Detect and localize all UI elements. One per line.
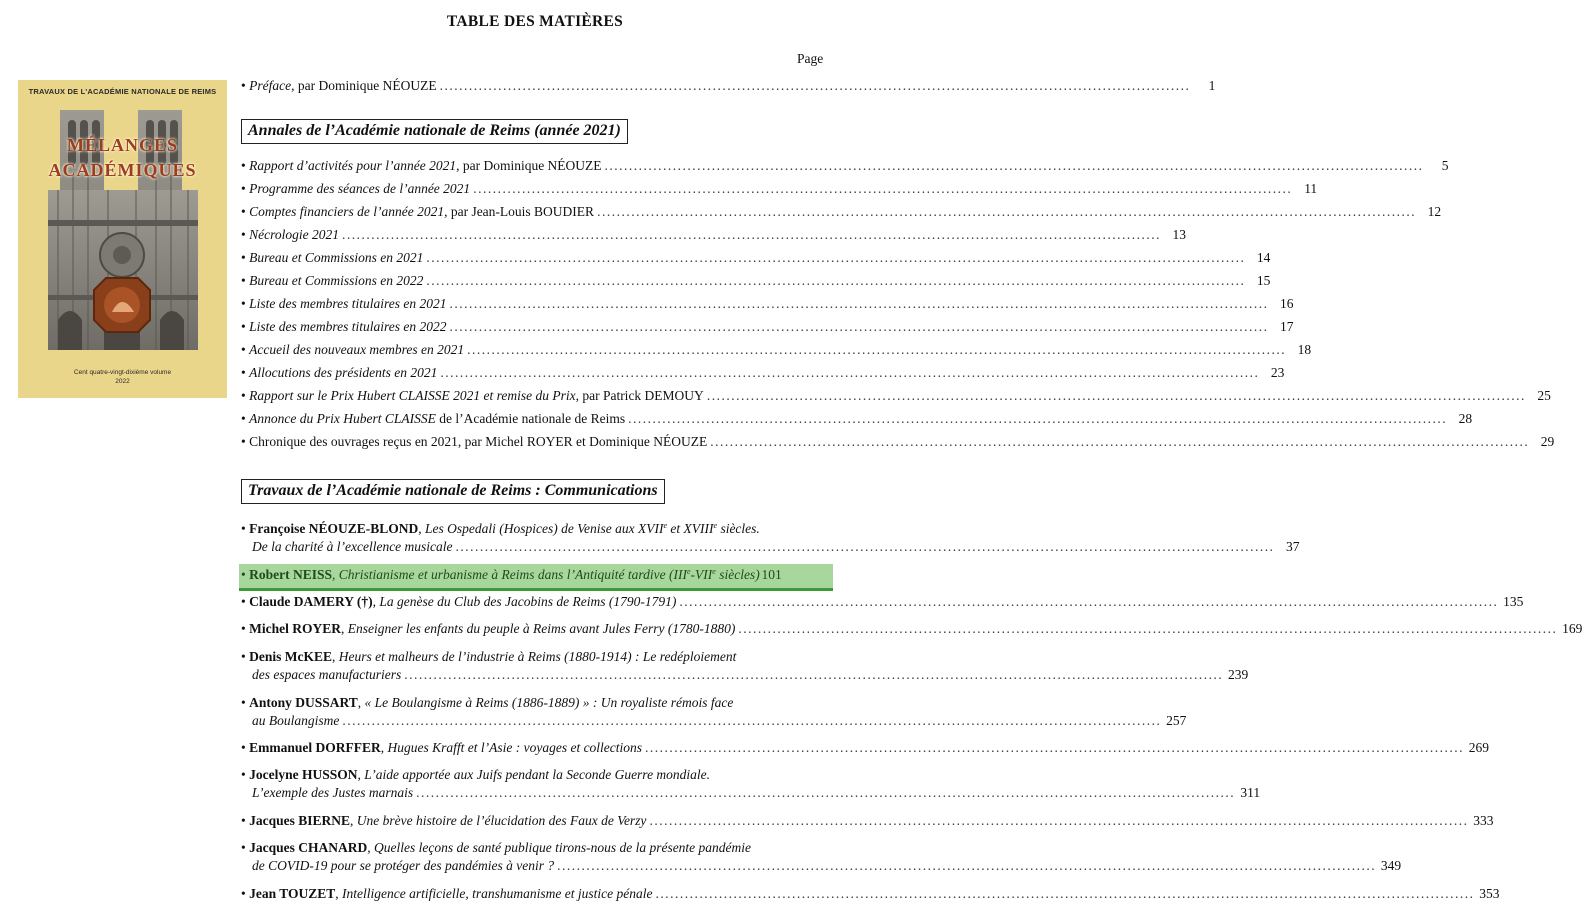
toc-entry[interactable]: • Liste des membres titulaires en 2022 ........................................................................................................................................................................ 17	[241, 319, 1294, 334]
entry-page: 257	[1166, 713, 1187, 728]
page-column-label: Page	[797, 51, 824, 66]
entry-title	[364, 767, 710, 782]
leader-dots: ........................................................................................................................................................................	[557, 858, 1377, 873]
cover-title-line2: ACADÉMIQUES	[48, 160, 197, 180]
entry-title-part: L’aide apportée aux Juifs pendant la Seconde Guerre mondiale.	[364, 767, 711, 782]
leader-dots: ........................................................................................................................................................................	[597, 204, 1417, 219]
entry-author: Robert NEISS	[249, 567, 332, 582]
leader-dots: ........................................................................................................................................................................	[426, 250, 1246, 265]
leader-dots: ........................................................................................................................................................................	[404, 667, 1224, 682]
entry-title	[342, 886, 652, 901]
entry-page: 311	[1240, 785, 1261, 800]
toc-entry[interactable]: • Rapport sur le Prix Hubert CLAISSE 2021 et remise du Prix, par Patrick DEMOUY ........................................................................................................................................................................ 25	[241, 388, 1551, 403]
superscript: e	[663, 521, 668, 530]
entry-title-part: Heurs et malheurs de l’industrie à Reims (1880-1914) : Le redéploiement	[338, 649, 737, 664]
leader-dots: ........................................................................................................................................................................	[449, 296, 1269, 311]
toc-entry[interactable]: • Liste des membres titulaires en 2021 ........................................................................................................................................................................ 16	[241, 296, 1294, 311]
communication-entry[interactable]: • Antony DUSSART, « Le Boulangisme à Reims (1886-1889) » : Un royaliste rémois face au Boulangisme ........................................................................................................................................................................ 257	[241, 695, 1187, 728]
entry-title	[339, 649, 737, 664]
entry-author: Michel ROYER	[249, 621, 341, 636]
leader-dots: ........................................................................................................................................................................	[649, 813, 1469, 828]
toc-entry[interactable]: • Allocutions des présidents en 2021 ........................................................................................................................................................................ 23	[241, 365, 1285, 380]
entry-title: Annonce du Prix Hubert CLAISSE	[249, 411, 436, 426]
communication-entry[interactable]: • Jacques CHANARD, Quelles leçons de santé publique tirons-nous de la présente pandémie de COVID-19 pour se protéger des pandémies à venir ? ........................................................................................................................................................................ 349	[241, 840, 1402, 873]
leader-dots: ........................................................................................................................................................................	[426, 273, 1246, 288]
entry-page: 1	[1208, 78, 1216, 93]
leader-dots: ........................................................................................................................................................................	[341, 227, 1161, 242]
entry-author: Françoise NÉOUZE-BLOND	[249, 521, 419, 536]
communication-entry[interactable]: • Jocelyne HUSSON, L’aide apportée aux Juifs pendant la Seconde Guerre mondiale. L’exemple des Justes marnais ........................................................................................................................................................................ 311	[241, 767, 1261, 800]
entry-page: 14	[1256, 250, 1271, 265]
entry-title-part: siècles)	[715, 567, 760, 582]
entry-page: 16	[1279, 296, 1294, 311]
toc-entry[interactable]: • Bureau et Commissions en 2021 ........................................................................................................................................................................ 14	[241, 250, 1271, 265]
toc-title: TABLE DES MATIÈRES	[446, 13, 624, 30]
communication-entry[interactable]: • Claude DAMERY (†), La genèse du Club des Jacobins de Reims (1790-1791) ........................................................................................................................................................................ 135	[241, 594, 1524, 609]
leader-dots: ........................................................................................................................................................................	[455, 539, 1275, 554]
superscript: e	[686, 567, 691, 576]
toc-entry[interactable]: • Accueil des nouveaux membres en 2021 ........................................................................................................................................................................ 18	[241, 342, 1312, 357]
entry-title-part: Enseigner les enfants du peuple à Reims avant Jules Ferry (1780-1880)	[347, 621, 736, 636]
entry-page: 12	[1427, 204, 1442, 219]
entry-title: Liste des membres titulaires en 2022	[249, 319, 447, 334]
entry-title: Nécrologie 2021	[249, 227, 339, 242]
entry-page: 101	[761, 567, 782, 582]
leader-dots: ........................................................................................................................................................................	[449, 319, 1269, 334]
entry-page: 169	[1562, 621, 1582, 636]
entry-page: 349	[1380, 858, 1402, 873]
communication-entry[interactable]: • Jean TOUZET, Intelligence artificielle, transhumanisme et justice pénale ........................................................................................................................................................................ 353	[241, 886, 1500, 901]
entry-author: , par Jean-Louis BOUDIER	[444, 204, 595, 219]
toc-entry-preface[interactable]: • Préface, par Dominique NÉOUZE .......................................................................................................................................................... 1	[241, 78, 1216, 93]
entry-author: , par Dominique NÉOUZE	[291, 78, 437, 93]
entry-title: Rapport sur le Prix Hubert CLAISSE 2021 et remise du Prix	[249, 388, 576, 403]
entry-title-part: « Le Boulangisme à Reims (1886-1889) » : Un royaliste rémois face	[364, 695, 734, 710]
entry-title: Bureau et Commissions en 2022	[249, 273, 424, 288]
entry-title: Accueil des nouveaux membres en 2021	[249, 342, 465, 357]
entry-title	[339, 567, 760, 582]
leader-dots: ........................................................................................................................................................................	[679, 594, 1499, 609]
leader-dots: ........................................................................................................................................................................	[628, 411, 1448, 426]
leader-dots: ........................................................................................................................................................................	[706, 388, 1526, 403]
leader-dots: ........................................................................................................................................................................	[342, 713, 1162, 728]
leader-dots: ........................................................................................................................................................................	[416, 785, 1236, 800]
leader-dots: ..........................................................................................................................................................	[439, 78, 1191, 93]
entry-author: de l’Académie nationale de Reims	[435, 411, 626, 426]
leader-dots: ........................................................................................................................................................................	[645, 740, 1465, 755]
leader-dots: ........................................................................................................................................................................	[604, 158, 1424, 173]
leader-dots: ........................................................................................................................................................................	[738, 621, 1558, 636]
section-heading-travaux: Travaux de l’Académie nationale de Reims : Communications	[241, 479, 665, 504]
leader-dots: ........................................................................................................................................................................	[655, 886, 1475, 901]
entry-title	[374, 840, 751, 855]
entry-title-continued: de COVID-19 pour se protéger des pandémies à venir ?	[252, 858, 555, 873]
entry-title-part: Quelles leçons de santé publique tirons-nous de la présente pandémie	[373, 840, 752, 855]
entry-title-part: et XVIII	[667, 521, 714, 536]
cathedral-illustration	[18, 80, 227, 398]
cover-volume: Cent quatre-vingt-dixième volume	[73, 369, 172, 376]
entry-page: 239	[1227, 667, 1249, 682]
book-cover-image	[18, 80, 227, 398]
entry-page: 11	[1304, 181, 1318, 196]
entry-title	[365, 695, 734, 710]
cover-title-line1: MÉLANGES	[66, 135, 179, 155]
superscript: e	[712, 567, 716, 576]
leader-dots: ........................................................................................................................................................................	[467, 342, 1287, 357]
leader-dots: ........................................................................................................................................................................	[710, 434, 1530, 449]
entry-author: Chronique des ouvrages reçus en 2021, par Michel ROYER et Dominique NÉOUZE	[249, 434, 708, 449]
entry-page: 353	[1479, 886, 1500, 901]
entry-title-part: Christianisme et urbanisme à Reims dans l’Antiquité tardive (III	[338, 567, 687, 582]
entry-title-part: siècles.	[717, 521, 760, 536]
toc-entry[interactable]: • Chronique des ouvrages reçus en 2021, par Michel ROYER et Dominique NÉOUZE ........................................................................................................................................................................ 29	[241, 434, 1555, 449]
entry-title	[379, 594, 676, 609]
entry-author: Antony DUSSART	[249, 695, 358, 710]
entry-author: , par Dominique NÉOUZE	[456, 158, 602, 173]
entry-title	[387, 740, 642, 755]
entry-title-part: Une brève histoire de l’élucidation des Faux de Verzy	[356, 813, 647, 828]
entry-page: 15	[1256, 273, 1271, 288]
entry-title: Rapport d’activités pour l’année 2021	[249, 158, 457, 173]
entry-title: Bureau et Commissions en 2021	[249, 250, 424, 265]
entry-title-part: Les Ospedali (Hospices) de Venise aux XVII	[425, 521, 664, 536]
toc-entry[interactable]: • Programme des séances de l’année 2021 ........................................................................................................................................................................ 11	[241, 181, 1318, 196]
entry-page: 17	[1279, 319, 1294, 334]
communication-entry[interactable]: • Robert NEISS, Christianisme et urbanisme à Reims dans l’Antiquité tardive (IIIe-VIIe siècles) 101	[241, 567, 782, 582]
entry-title	[425, 521, 760, 536]
entry-title-continued: au Boulangisme	[252, 713, 340, 728]
toc-entry[interactable]: • Nécrologie 2021 ........................................................................................................................................................................ 13	[241, 227, 1186, 242]
entry-title: Comptes financiers de l’année 2021	[249, 204, 445, 219]
cover-year: 2022	[115, 378, 130, 385]
entry-page: 28	[1458, 411, 1473, 426]
leader-dots: ........................................................................................................................................................................	[440, 365, 1260, 380]
cover-series-title: TRAVAUX DE L'ACADÉMIE NATIONALE DE REIMS	[28, 87, 217, 96]
entry-author: Jacques BIERNE	[249, 813, 351, 828]
entry-page: 333	[1473, 813, 1494, 828]
entry-title-continued: De la charité à l’excellence musicale	[252, 539, 453, 554]
entry-author: Emmanuel DORFFER	[249, 740, 381, 755]
toc-entry[interactable]: • Rapport d’activités pour l’année 2021, par Dominique NÉOUZE ........................................................................................................................................................................ 5	[241, 158, 1449, 173]
entry-title-part: La genèse du Club des Jacobins de Reims (1790-1791)	[379, 594, 677, 609]
communication-entry[interactable]: • Françoise NÉOUZE-BLOND, Les Ospedali (Hospices) de Venise aux XVIIe et XVIIIe siècles. De la charité à l’excellence musicale ........................................................................................................................................................................ 37	[241, 521, 1300, 554]
leader-dots: ........................................................................................................................................................................	[473, 181, 1293, 196]
entry-page: 25	[1537, 388, 1551, 403]
entry-page: 37	[1286, 539, 1300, 554]
entry-author: Denis McKEE	[249, 649, 332, 664]
entry-title-continued: L’exemple des Justes marnais	[252, 785, 414, 800]
entry-page: 5	[1441, 158, 1449, 173]
entry-title	[357, 813, 647, 828]
entry-title: Préface	[249, 78, 292, 93]
communication-entry[interactable]: • Emmanuel DORFFER, Hugues Krafft et l’Asie : voyages et collections ........................................................................................................................................................................ 269	[241, 740, 1490, 755]
entry-title: Liste des membres titulaires en 2021	[249, 296, 447, 311]
toc-entry[interactable]: • Bureau et Commissions en 2022 ........................................................................................................................................................................ 15	[241, 273, 1271, 288]
toc-entry[interactable]: • Annonce du Prix Hubert CLAISSE de l’Académie nationale de Reims ........................................................................................................................................................................ 28	[241, 411, 1473, 426]
entry-page: 13	[1172, 227, 1186, 242]
entry-title-part: Intelligence artificielle, transhumanisme et justice pénale	[342, 886, 653, 901]
entry-author: Jean TOUZET	[249, 886, 336, 901]
entry-author: , par Patrick DEMOUY	[575, 388, 704, 403]
entry-page: 269	[1468, 740, 1490, 755]
communication-entry[interactable]: • Michel ROYER, Enseigner les enfants du peuple à Reims avant Jules Ferry (1780-1880) ........................................................................................................................................................................ 169	[241, 621, 1582, 636]
entry-title-part: -VII	[690, 567, 713, 582]
entry-title: Programme des séances de l’année 2021	[249, 181, 471, 196]
entry-title-continued: des espaces manufacturiers	[252, 667, 402, 682]
toc-entry[interactable]: • Comptes financiers de l’année 2021, par Jean-Louis BOUDIER ........................................................................................................................................................................ 12	[241, 204, 1442, 219]
entry-page: 135	[1503, 594, 1524, 609]
communication-entry[interactable]: • Denis McKEE, Heurs et malheurs de l’industrie à Reims (1880-1914) : Le redéploiement des espaces manufacturiers ........................................................................................................................................................................ 239	[241, 649, 1249, 682]
entry-author: Jocelyne HUSSON	[249, 767, 358, 782]
entry-author: Jacques CHANARD	[249, 840, 368, 855]
section-heading-annales: Annales de l’Académie nationale de Reims (année 2021)	[241, 119, 628, 144]
communication-entry[interactable]: • Jacques BIERNE, Une brève histoire de l’élucidation des Faux de Verzy ........................................................................................................................................................................ 333	[241, 813, 1494, 828]
entry-title-part: Hugues Krafft et l’Asie : voyages et collections	[387, 740, 643, 755]
entry-title: Allocutions des présidents en 2021	[249, 365, 438, 380]
entry-title	[348, 621, 736, 636]
entry-author: Claude DAMERY (†)	[249, 594, 373, 609]
entry-page: 29	[1540, 434, 1555, 449]
entry-page: 18	[1297, 342, 1312, 357]
superscript: e	[713, 521, 718, 530]
entry-page: 23	[1270, 365, 1285, 380]
